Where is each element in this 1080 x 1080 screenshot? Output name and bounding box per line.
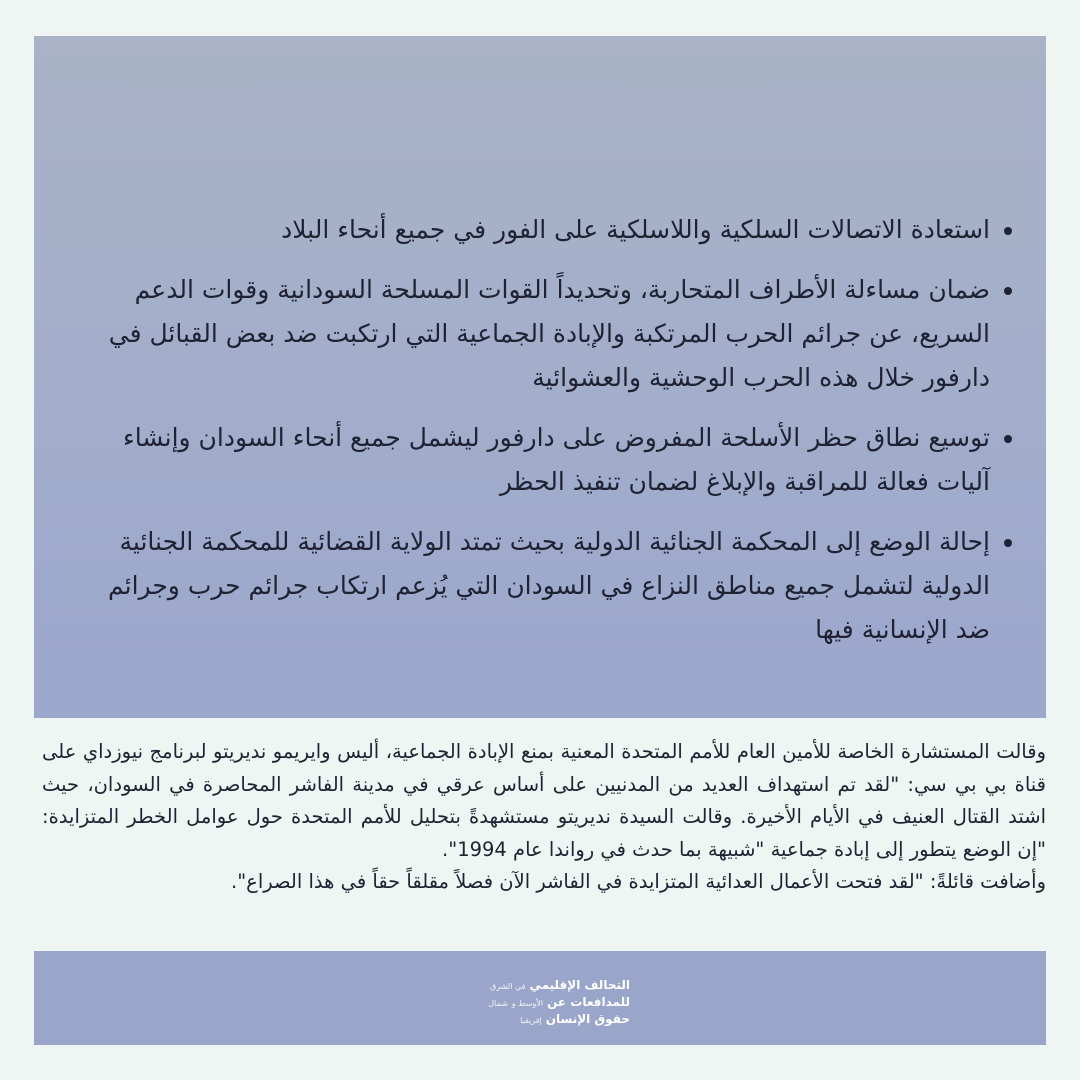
bullet-dot-icon xyxy=(1004,287,1012,295)
bullet-dot-icon xyxy=(1004,435,1012,443)
list-item xyxy=(82,268,1012,400)
list-item-text: استعادة الاتصالات السلكية واللاسلكية على الفور في جميع أنحاء البلاد xyxy=(281,215,990,244)
logo-text-main: حقوق الإنسان xyxy=(545,1012,630,1026)
logo-row xyxy=(454,994,630,1011)
quote-paragraph xyxy=(42,736,1046,899)
organization-logo xyxy=(454,977,630,1029)
logo-text-main: التحالف الإقليمي xyxy=(529,978,630,992)
logo-text-side: في الشرق xyxy=(490,982,526,991)
list-item xyxy=(82,520,1012,652)
footer-bar xyxy=(34,951,1046,1045)
logo-text-side: الأوسط و xyxy=(511,999,544,1008)
logo-text-side: شمال xyxy=(488,999,508,1008)
list-item-text: توسيع نطاق حظر الأسلحة المفروض على دارفور ليشمل جميع أنحاء السودان وإنشاء آليات فعالة للمراقبة والإبلاغ لضمان تنفيذ الحظر xyxy=(122,423,990,496)
logo-text-main: للمدافعات عن xyxy=(547,995,630,1009)
recommendations-list xyxy=(82,208,1012,668)
list-item-text: ضمان مساءلة الأطراف المتحاربة، وتحديداً القوات المسلحة السودانية وقوات الدعم السريع، عن جرائم الحرب المرتكبة والإبادة الجماعية التي ارتكبت ضد بعض القبائل في دارفور خلال هذه الحرب الوحشية والعشوائية xyxy=(108,275,990,392)
list-item xyxy=(82,208,1012,252)
list-item xyxy=(82,416,1012,504)
list-item-text: إحالة الوضع إلى المحكمة الجنائية الدولية بحيث تمتد الولاية القضائية للمحكمة الجنائية الدولية لتشمل جميع مناطق النزاع في السودان التي يُزعم ارتكاب جرائم حرب وجرائم ضد الإنسانية فيها xyxy=(108,527,990,644)
quote-paragraph-continuation: وأضافت قائلةً: "لقد فتحت الأعمال العدائية المتزايدة في الفاشر الآن فصلاً مقلقاً حقاً في هذا الصراع". xyxy=(231,870,1046,893)
recommendations-panel xyxy=(34,36,1046,718)
bullet-dot-icon xyxy=(1004,227,1012,235)
quote-paragraph-main: وقالت المستشارة الخاصة للأمين العام للأمم المتحدة المعنية بمنع الإبادة الجماعية، أليس وايريمو نديريتو لبرنامج نيوزداي على قناة بي بي سي: "لقد تم استهداف العديد من المدنيين على أساس عرقي في مدينة الفاشر المحاصرة في السودان، حيث اشتد القتال العنيف في الأيام الأخيرة. وقالت السيدة نديريتو مستشهدةً بتحليل للأمم المتحدة حول عوامل الخطر المتزايدة: "إن الوضع يتطور إلى إبادة جماعية "شبيهة بما حدث في رواندا عام 1994". xyxy=(42,740,1046,861)
logo-row xyxy=(454,1011,630,1028)
bullet-dot-icon xyxy=(1004,539,1012,547)
logo-text-side: إفريقيا xyxy=(520,1016,542,1025)
logo-row xyxy=(454,977,630,994)
